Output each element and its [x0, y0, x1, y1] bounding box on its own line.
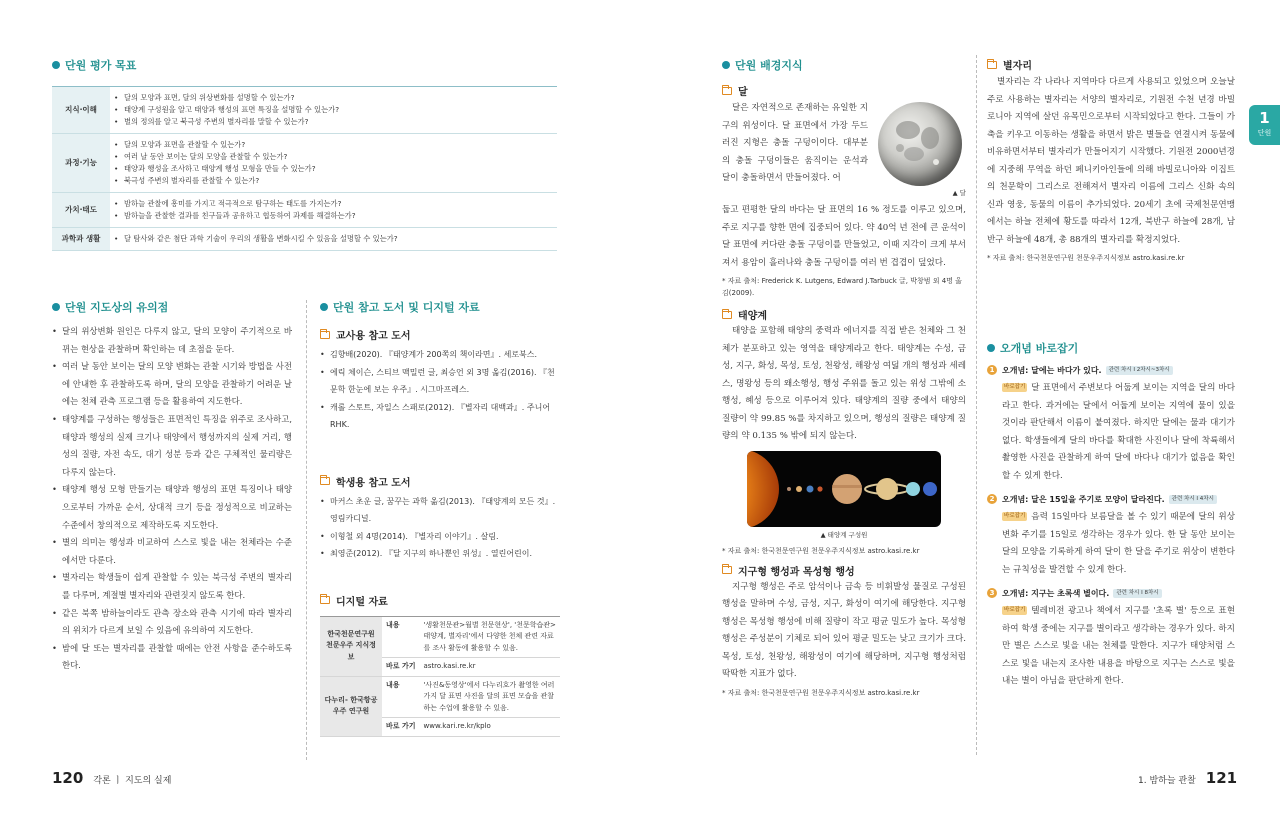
column-divider: [306, 300, 307, 760]
digital-content: '생활천문관>월별 천문현상', '천문학습관>태양계, 별자리'에서 다양한 천체 관련 자료를 조사 활동에 활용할 수 있음.: [420, 616, 561, 658]
misconception-answer: 바로잡기 음력 15일마다 보름달을 볼 수 있기 때문에 달의 위상변화 주기를 15일로 생각하는 경우가 있다. 한 달 동안 보이는 달의 모양을 기록하게 하여 달이 한 달을 주기로 위상이 변한다는 규칙성을 발견할 수 있게 한다.: [1002, 512, 1235, 575]
bullet-dot-icon: [52, 303, 60, 311]
moon-craters: [878, 102, 962, 186]
goal-item: • 태양계 구성원을 알고 태양과 행성의 표면 특징을 설명할 수 있는가?: [114, 104, 553, 116]
goals-row: [52, 134, 557, 193]
digital-org: 다누리- 한국항공우주 연구원: [320, 676, 382, 736]
goals-table: [52, 86, 557, 251]
right-page: [640, 0, 1280, 814]
moon-text-continued: 둡고 편평한 달의 바다는 달 표면의 16 % 정도를 이루고 있으며, 주로 지구를 향한 면에 집중되어 있다. 약 40억 년 전에 큰 운석이 달 표면에 커다란 충돌 구덩이를 만들었고, 이때 지각이 크게 부서져서 용암이 흘러나와 충돌 구덩이를 여러 번 겹겹이 덮었다.: [722, 205, 966, 268]
folder-icon: [320, 331, 330, 339]
student-book-item: • 마커스 초운 글, 꿈꾸는 과학 옮김(2013). 『태양계의 모든 것』. 영림카디널.: [320, 493, 560, 528]
teacher-books-heading: 교사용 참고 도서: [320, 327, 560, 342]
digital-link-key: 바로 가기: [382, 718, 420, 737]
goals-row: [52, 228, 557, 251]
folder-icon: [320, 477, 330, 485]
digital-link[interactable]: www.kari.re.kr/kplo: [420, 718, 561, 737]
note-item: • 태양계 행성 모형 만들기는 태양과 행성의 표면 특징이나 태양으로부터 가까운 순서, 상대적 크기 등을 정성적으로 비교하는 수준에서 창의적으로 제작하도록 지도한다.: [52, 481, 292, 534]
moon-heading: 달: [722, 83, 966, 98]
goal-items: [110, 134, 557, 193]
moon-text: 달은 자연적으로 존재하는 유일한 지구의 위성이다. 달 표면에서 가장 두드러진 지형은 충돌 구덩이이다. 대부분의 충돌 구덩이들은 움직이는 운석과 달이 충돌하면서 만들어졌다. 어: [722, 103, 868, 183]
goal-item: • 북극성 주변의 별자리를 관찰할 수 있는가?: [114, 175, 553, 187]
references-section: [320, 299, 560, 737]
bullet-dot-icon: [722, 61, 730, 69]
page-footer: [1138, 769, 1237, 787]
column-divider: [976, 55, 977, 755]
footer-text: 각론 ㅣ 지도의 실제: [93, 776, 172, 786]
number-badge: 2: [987, 494, 997, 504]
misconception-title: 오개념: 달은 15일을 주기로 모양이 달라진다.: [1002, 495, 1165, 504]
number-badge: 3: [987, 588, 997, 598]
solar-system-caption: ▲ 태양계 구성원: [820, 530, 868, 539]
student-book-item: • 이형철 외 4명(2014). 『별자리 이야기』. 살림.: [320, 528, 560, 546]
goal-items: [110, 193, 557, 228]
folder-icon: [987, 61, 997, 69]
goal-category: 과정·기능: [52, 134, 110, 193]
digital-row: [320, 616, 560, 658]
constellation-section: [987, 57, 1235, 264]
digital-content-key: 내용: [382, 676, 420, 718]
page-number: 120: [52, 769, 84, 787]
section-heading: 오개념 바로잡기: [987, 340, 1235, 356]
note-item: • 별의 의미는 행성과 비교하여 스스로 빛을 내는 천체라는 수준에서만 다룬다.: [52, 534, 292, 569]
digital-content-key: 내용: [382, 616, 420, 658]
notes-list: [52, 323, 292, 675]
misconception-question: [987, 587, 1235, 600]
student-books-list: [320, 493, 560, 563]
note-item: • 여러 날 동안 보이는 달의 모양 변화는 관찰 시기와 방법을 사전에 안내한 후 관찰하도록 하며, 달의 모양을 관찰하기 어려운 날에는 천체 관측 프로그램 등을 활용하여 지도한다.: [52, 358, 292, 411]
goal-item: • 여러 날 동안 보이는 달의 모양을 관찰할 수 있는가?: [114, 151, 553, 163]
goal-category: 지식·이해: [52, 87, 110, 134]
constellation-text: 별자리는 각 나라나 지역마다 다르게 사용되고 있었으며 오늘날 주로 사용하는 별자리는 서양의 별자리로, 기원전 수천 년경 바빌로니아 지역에 살던 유목민으로부터 시작되었다고 한다. 그들이 가축을 키우고 이동하는 생활을 하면서 밝은 별들을 연결시켜 동물에 비유하면서부터 별자리가 만들어지기 시작했다. 기원전 2000년경에 지중해 무역을 하던 페니키아인들에 의해 바빌로니아와 이집트의 천문학이 그리스로 전해져서 별자리 이름에 그리스 신화 속의 신과 영웅, 동물의 이름이 추가되었다. 20세기 초에 국제천문연맹에서는 하늘 전체에 황도를 따라서 12개, 북반구 하늘에 28개, 남반구 하늘에 48개, 총 88개의 별자리를 확정지었다.: [987, 77, 1235, 245]
solar-system-source: * 자료 출처: 한국천문연구원 천문우주지식정보 astro.kasi.re.kr: [722, 546, 920, 555]
digital-org: 한국천문연구원 천문우주 지식정보: [320, 616, 382, 676]
correction-tag: 바로잡기: [1004, 384, 1026, 390]
section-heading: 단원 평가 목표: [52, 57, 557, 73]
folder-icon: [722, 566, 732, 574]
folder-icon: [722, 87, 732, 95]
number-badge: 1: [987, 365, 997, 375]
footer-text: 1. 밤하늘 관찰: [1138, 776, 1196, 786]
teacher-books-list: [320, 346, 560, 434]
goal-category: 과학과 생활: [52, 228, 110, 251]
student-books-heading: 학생용 참고 도서: [320, 474, 560, 489]
teacher-book-item: • 김향배(2020). 『태양계가 200쪽의 책이라면』. 세로북스.: [320, 346, 560, 364]
misconception-question: [987, 493, 1235, 506]
solar-system-planets: [747, 451, 941, 527]
note-item: • 달의 위상변화 원인은 다루지 않고, 달의 모양이 주기적으로 바뀌는 현상을 관찰하며 확인하는 데 초점을 둔다.: [52, 323, 292, 358]
evaluation-goals-section: [52, 57, 557, 251]
constellation-heading: 별자리: [987, 57, 1235, 72]
folder-icon: [722, 311, 732, 319]
moon-image: [878, 102, 962, 186]
note-item: • 태양계를 구성하는 행성들은 표면적인 특징을 위주로 조사하고, 태양과 행성의 실제 크기나 태양에서 행성까지의 실제 거리, 행성의 질량, 자전 속도, 대기 성분 등과 같은 구체적인 물리량은 다루지 않는다.: [52, 411, 292, 481]
digital-heading: 디지털 자료: [320, 593, 560, 608]
digital-link-key: 바로 가기: [382, 658, 420, 677]
solar-system-heading: 태양계: [722, 307, 966, 322]
page-footer: [52, 769, 171, 787]
bullet-dot-icon: [987, 344, 995, 352]
goal-items: [110, 228, 557, 251]
goal-item: • 태양과 행성을 조사하고 태양계 행성 모형을 만들 수 있는가?: [114, 163, 553, 175]
related-lesson-badge: 관련 차시 Ⅰ 8차시: [1113, 589, 1161, 598]
digital-row: [320, 676, 560, 718]
student-book-item: • 최영준(2012). 『달 지구의 하나뿐인 위성』. 열린어린이.: [320, 545, 560, 563]
solar-system-image: [747, 451, 941, 527]
teaching-notes-section: [52, 299, 292, 675]
note-item: • 별자리는 학생들이 쉽게 관찰할 수 있는 북극성 주변의 별자리를 다루며, 계절별 별자리와 관련짓지 않도록 한다.: [52, 569, 292, 604]
section-heading: 단원 배경지식: [722, 57, 966, 73]
planet-types-heading: 지구형 행성과 목성형 행성: [722, 563, 966, 578]
misconception-list: [987, 364, 1235, 691]
section-heading: 단원 지도상의 유의점: [52, 299, 292, 315]
bullet-dot-icon: [52, 61, 60, 69]
digital-content: '사진&동영상'에서 다누리호가 촬영한 여러 가지 달 표면 사진을 달의 표면 모습을 관찰하는 수업에 활용할 수 있음.: [420, 676, 561, 718]
note-item: • 밤에 달 또는 별자리를 관찰할 때에는 안전 사항을 준수하도록 한다.: [52, 640, 292, 675]
related-lesson-badge: 관련 차시 Ⅰ 2차시~3차시: [1106, 366, 1173, 375]
misconception-title: 오개념: 지구는 초록색 별이다.: [1002, 589, 1110, 598]
moon-figure: [874, 102, 966, 202]
misconception-question: [987, 364, 1235, 377]
goals-row: [52, 87, 557, 134]
bullet-dot-icon: [320, 303, 328, 311]
moon-caption: ▲ 달: [952, 189, 966, 197]
background-knowledge-section: [722, 57, 966, 699]
misconceptions-section: [987, 340, 1235, 691]
correction-tag: 바로잡기: [1004, 607, 1026, 613]
teacher-book-item: • 캐롤 스토트, 자일스 스패로(2012). 『별자리 대백과』. 주니어RHK.: [320, 399, 560, 434]
planet-types-text: 지구형 행성은 주로 암석이나 금속 등 비휘발성 물질로 구성된 행성을 말하며 수성, 금성, 지구, 화성이 여기에 해당한다. 지구형 행성은 목성형 행성에 비해 질량이 작고 평균 밀도가 높다. 목성형 행성은 주성분이 기체로 되어 있어 평균 밀도는 낮고 크기가 크다. 목성, 토성, 천왕성, 해왕성이 여기에 해당하며, 지구형 행성처럼 딱딱한 지표가 없다.: [722, 581, 966, 679]
correction-tag: 바로잡기: [1004, 513, 1026, 519]
misconception-answer: 바로잡기 달 표면에서 주변보다 어둡게 보이는 지역을 달의 바다라고 한다. 과거에는 달에서 어둡게 보이는 지역에 물이 있을 것이라 판단해서 이름이 붙여졌다. 하지만 달에는 물과 대기가 없다. 학생들에게 달의 바다를 확대한 사진이나 달에 착륙해서 촬영한 사진을 관찰하게 하여 달에 바다나 대기가 없음을 확인할 수 있게 한다.: [1002, 383, 1235, 481]
misconception-title: 오개념: 달에는 바다가 있다.: [1002, 366, 1102, 375]
page-number: 121: [1205, 769, 1238, 787]
goal-item: • 별의 정의를 알고 북극성 주변의 별자리를 말할 수 있는가?: [114, 116, 553, 128]
goal-item: • 달의 모양과 표면을 관찰할 수 있는가?: [114, 139, 553, 151]
goal-item: • 달 탐사와 같은 첨단 과학 기술이 우리의 생활을 변화시킬 수 있음을 설명할 수 있는가?: [114, 233, 553, 245]
goal-item: • 밤하늘을 관찰한 결과를 친구들과 공유하고 협동하여 과제를 해결하는가?: [114, 210, 553, 222]
moon-source: * 자료 출처: Frederick K. Lutgens, Edward J.Tarbuck 글, 박창범 외 4명 옮김(2009).: [722, 277, 962, 297]
note-item: • 같은 북쪽 밤하늘이라도 관측 장소와 관측 시기에 따라 별자리의 위치가 다르게 보일 수 있음에 유의하여 지도한다.: [52, 605, 292, 640]
goals-row: [52, 193, 557, 228]
folder-icon: [320, 596, 330, 604]
section-heading: 단원 참고 도서 및 디지털 자료: [320, 299, 560, 315]
goal-item: • 달의 모양과 표면, 달의 위상변화를 설명할 수 있는가?: [114, 92, 553, 104]
chapter-tab[interactable]: 1 단원: [1249, 105, 1280, 145]
goal-item: • 밤하늘 관찰에 흥미를 가지고 적극적으로 탐구하는 태도를 가지는가?: [114, 198, 553, 210]
teacher-book-item: • 에릭 체이슨, 스티브 맥밀런 글, 최승언 외 3명 옮김(2016). 『천문학 한눈에 보는 우주』. 시그마프레스.: [320, 364, 560, 399]
related-lesson-badge: 관련 차시 Ⅰ 4차시: [1169, 495, 1217, 504]
planet-types-source: * 자료 출처: 한국천문연구원 천문우주지식정보 astro.kasi.re.kr: [722, 688, 920, 697]
goal-items: [110, 87, 557, 134]
digital-link[interactable]: astro.kasi.re.kr: [420, 658, 561, 677]
constellation-source: * 자료 출처: 한국천문연구원 천문우주지식정보 astro.kasi.re.kr: [987, 254, 1185, 262]
solar-system-text: 태양을 포함해 태양의 중력과 에너지를 직접 받은 천체와 그 천체가 분포하고 있는 영역을 태양계라고 한다. 태양계는 수성, 금성, 지구, 화성, 목성, 토성, 천왕성, 해왕성 여덟 개의 행성과 세레스, 명왕성 등의 왜소행성, 행성 주위를 돌고 있는 위성 그밖에 소행성, 혜성 등으로 이루어져 있다. 태양계의 질량 중에서 태양의 질량이 약 99.85 %를 차지하고 있으며, 행성의 질량은 태양계 질량의 약 0.135 % 밖에 되지 않는다.: [722, 326, 966, 441]
goal-category: 가치·태도: [52, 193, 110, 228]
misconception-answer: 바로잡기 텔레비전 광고나 책에서 지구를 '초록 별' 등으로 표현하여 학생 중에는 지구를 별이라고 생각하는 경우가 있다. 하지만 별은 스스로 빛을 내는 천체를 말한다. 지구가 태양처럼 스스로 빛을 내는지 조사한 내용을 바탕으로 지구는 스스로 빛을 내는 별이 아님을 판단하게 한다.: [1002, 606, 1235, 686]
digital-table: [320, 616, 560, 737]
